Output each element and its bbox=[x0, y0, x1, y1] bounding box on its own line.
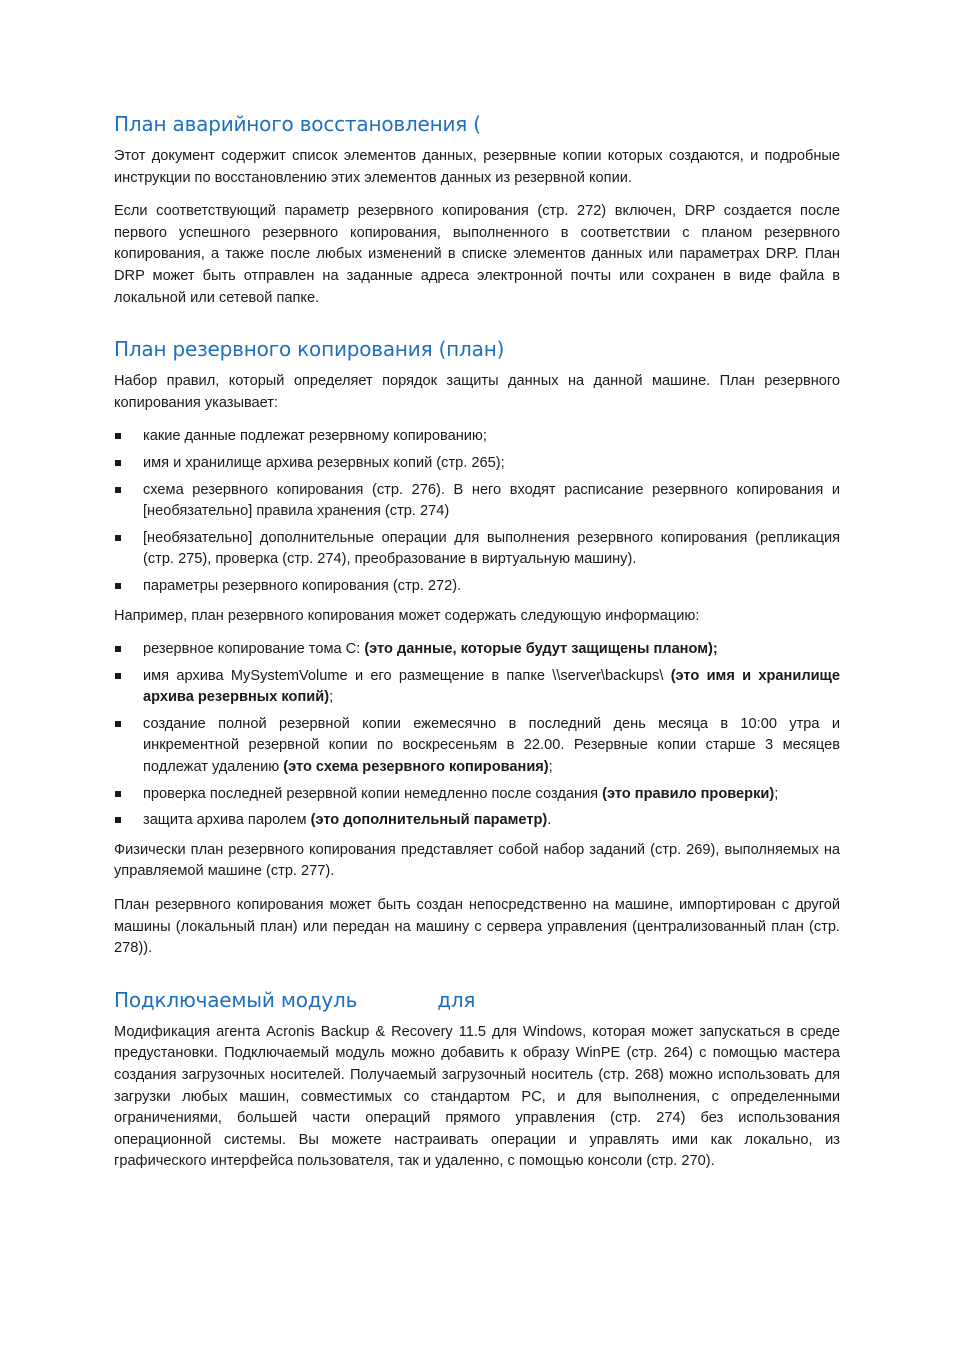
list-item: схема резервного копирования (стр. 276). В него входят расписание резервного копирования и [необязательно] правила хранения (стр. 274) bbox=[114, 480, 840, 523]
section-backup-plan bbox=[114, 337, 840, 960]
bullet-icon bbox=[115, 646, 121, 652]
bullet-icon bbox=[115, 535, 121, 541]
paragraph: Набор правил, который определяет порядок защиты данных на данной машине. План резервного копирования указывает: bbox=[114, 373, 840, 411]
section-heading: План аварийного восстановления ( bbox=[114, 112, 481, 136]
list-item: защита архива паролем (это дополнительный параметр). bbox=[114, 810, 840, 832]
bullet-icon bbox=[115, 583, 121, 589]
bullet-icon bbox=[115, 721, 121, 727]
paragraph: Например, план резервного копирования может содержать следующую информацию: bbox=[114, 607, 700, 624]
list-item: создание полной резервной копии ежемесячно в последний день месяца в 10:00 утра и инкрементной резервной копии по воскресеньям в 22.00. Резервные копии старше 3 месяцев подлежат удалению (это схема резервного копирования); bbox=[114, 714, 840, 779]
paragraph: Модификация агента Acronis Backup & Recovery 11.5 для Windows, которая может запускаться в среде предустановки. Подключаемый модуль можно добавить к образу WinPE (стр. 264) с помощью мастера создания загрузочных носителей. Получаемый загрузочный носитель (стр. 268) можно использовать для загрузки любых машин, совместимых со стандартом PC, и для выполнения, с определенными ограничениями, большей части операций прямого управления (стр. 274) без использования операционной системы. Вы можете настраивать операции и управлять ими как локально, из графического интерфейса пользователя, так и удаленно, с помощью консоли (стр. 270). bbox=[114, 1023, 840, 1170]
bullet-list bbox=[114, 639, 840, 832]
bullet-list bbox=[114, 426, 840, 597]
document-page bbox=[114, 112, 840, 1185]
section-heading: План резервного копирования (план) bbox=[114, 337, 505, 362]
list-item: проверка последней резервной копии немедленно после создания (это правило проверки); bbox=[114, 784, 840, 806]
bullet-icon bbox=[115, 460, 121, 466]
list-item: [необязательно] дополнительные операции для выполнения резервного копирования (репликация (стр. 275), проверка (стр. 274), преобразование в виртуальную машину). bbox=[114, 528, 840, 571]
section-heading: Подключаемый модуль для bbox=[114, 987, 476, 1012]
paragraph: Если соответствующий параметр резервного копирования (стр. 272) включен, DRP создается после первого успешного резервного копирования, выполненного в соответствии с планом резервного копирования, а также после любых изменений в списке элементов данных или параметрах DRP. План DRP может быть отправлен на заданные адреса электронной почты или сохранен в виде файла в локальной или сетевой папке. bbox=[114, 203, 840, 306]
paragraph: Этот документ содержит список элементов данных, резервные копии которых создаются, и подробные инструкции по восстановлению этих элементов данных из резервной копии. bbox=[114, 148, 840, 186]
section-drp bbox=[114, 112, 840, 309]
paragraph: План резервного копирования может быть создан непосредственно на машине, импортирован с другой машины (локальный план) или передан на машину с сервера управления (централизованный план (стр. 278)). bbox=[114, 897, 840, 957]
list-item: какие данные подлежат резервному копированию; bbox=[114, 426, 840, 448]
list-item: параметры резервного копирования (стр. 272). bbox=[114, 576, 840, 598]
list-item: имя и хранилище архива резервных копий (стр. 265); bbox=[114, 453, 840, 475]
paragraph: Физически план резервного копирования представляет собой набор заданий (стр. 269), выполняемых на управляемой машине (стр. 277). bbox=[114, 841, 840, 880]
list-item: имя архива MySystemVolume и его размещение в папке \\server\backups\ (это имя и хранилище архива резервных копий); bbox=[114, 666, 840, 709]
section-plugin bbox=[114, 988, 840, 1173]
bullet-icon bbox=[115, 791, 121, 797]
bullet-icon bbox=[115, 433, 121, 439]
bullet-icon bbox=[115, 817, 121, 823]
bullet-icon bbox=[115, 673, 121, 679]
bullet-icon bbox=[115, 487, 121, 493]
list-item: резервное копирование тома C: (это данные, которые будут защищены планом); bbox=[114, 639, 840, 661]
